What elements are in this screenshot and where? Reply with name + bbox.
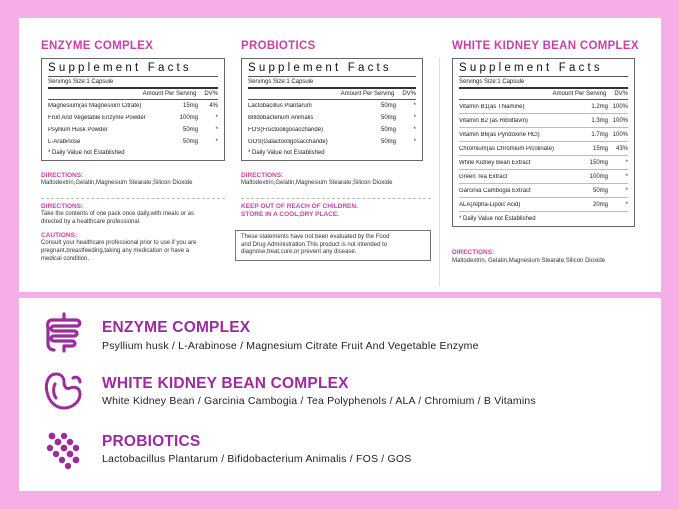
divider [241,198,431,199]
facts-row: Fruit And Vegetable Enzyme Powder 100mg * [48,115,218,121]
facts-header: Amount Per Serving DV% [459,89,628,100]
facts-row: Psyllium Husk Powder 50mg * [48,127,218,133]
facts-row: Green Tea Extract 100mg * [459,170,628,184]
kidney-directions-label: DIRECTIONS: [452,249,495,256]
kidney-supplement-facts [452,58,635,227]
warning-line: STORE IN A COOL,DRY PLACE. [241,211,339,218]
facts-title: Supplement Facts [459,62,628,77]
feature-description: Lactobacillus Plantarum / Bifidobacterium Animalis / FOS / GOS [102,453,412,465]
cautions-line: Consult your healthcare professional prior to use if you are [41,240,197,246]
serving-size: Servings Size:1 Capsule [459,79,628,89]
facts-title: Supplement Facts [248,62,416,77]
facts-row: White Kidney Bean Extract 150mg * [459,156,628,170]
facts-row: Garcinia Cambogia Extract 50mg * [459,184,628,198]
probiotics-directions-text: Maltodextrin,Gelatin,Magnesium Stearate,Silicon Dioxide [241,180,393,186]
cautions-label: CAUTIONS: [41,232,78,239]
facts-row: Magnesium(as Magnesium Citrate) 15mg 4% [48,103,218,109]
facts-footnote: * Daily Value not Established [459,216,536,222]
feature-description: White Kidney Bean / Garcinia Cambogia / Tea Polyphenols / ALA / Chromium / B Vitamins [102,395,536,407]
feature-title: PROBIOTICS [102,433,201,450]
probiotics-directions-label: DIRECTIONS: [241,172,284,179]
enzyme-directions-label: DIRECTIONS: [41,172,84,179]
enzyme-supplement-facts [41,58,225,161]
statement-line: diagnose,treat,cure,or prevent any disease. [241,249,357,255]
facts-row: Vitamin B2 (as Riboflavin) 1.3mg 100% [459,114,628,128]
feature-title: ENZYME COMPLEX [102,319,251,336]
facts-row: Chromium(as Chromium Picolinate) 15mg 43% [459,142,628,156]
usage-directions-label: DIRECTIONS: [41,203,84,210]
facts-footnote: * Daily Value not Established [248,150,325,156]
facts-row: Vitamin B1(as Thiamine) 1.2mg 100% [459,100,628,114]
bacteria-icon [42,428,86,472]
feature-description: Psyllium husk / L-Arabinose / Magnesium Citrate Fruit And Vegetable Enzyme [102,340,479,352]
probiotics-title: PROBIOTICS [241,40,316,52]
facts-row: GOS(Galactooligosaccharide) 50mg * [248,139,416,145]
facts-row: ALA(Alpha-Lipoic Acid) 20mg * [459,198,628,212]
column-divider [439,58,440,286]
statement-line: and Drug Administration.This product is not intended to [241,241,388,248]
serving-size: Servings Size:1 Capsule [248,79,416,89]
facts-row: Bifidobacterium Animalis 50mg * [248,115,416,121]
kidney-directions-text: Maltodextrin, Gelatin,Magnesium Stearate,Silicon Dioxide [452,258,606,264]
ingredients-highlight-panel [19,298,661,491]
intestine-icon [42,310,86,354]
warning-line: KEEP OUT OF REACH OF CHILDREN. [241,203,358,210]
cautions-line: medical condition. [41,256,90,262]
kidney-bean-icon [42,368,86,412]
facts-row: Lactobacillus Plantarum 50mg * [248,103,416,109]
usage-directions-line: Take the contents of one pack once daily,with meals or as [41,211,194,217]
kidney-bean-complex-title: WHITE KIDNEY BEAN COMPLEX [452,40,639,52]
facts-row: L-Arabinose 50mg * [48,139,218,145]
enzyme-complex-title: ENZYME COMPLEX [41,40,154,52]
cautions-line: pregnant,breastfeeding,taking any medication or have a [41,248,190,254]
facts-row: FOS(Fructooligosaccharide) 50mg * [248,127,416,133]
facts-row: Vitamin B6(as Pyridoxine HCl) 1.7mg 100% [459,128,628,142]
enzyme-directions-text: Maltodextrin,Gelatin,Magnesium Stearate,Silicon Dioxide [41,180,193,186]
fda-statement [235,230,431,261]
statement-line: These statements have not been evaluated by the Food [241,234,390,240]
facts-header: Amount Per Serving DV% [248,89,416,100]
divider [41,198,225,199]
facts-footnote: * Daily Value not Established [48,150,125,156]
probiotics-supplement-facts [241,58,423,161]
serving-size: Servings Size:1 Capsule [48,79,218,89]
supplement-facts-panel [19,18,661,292]
facts-title: Supplement Facts [48,62,218,77]
feature-title: WHITE KIDNEY BEAN COMPLEX [102,375,349,392]
facts-header: Amount Per Serving DV% [48,89,218,100]
usage-directions-line: directed by a healthcare professional. [41,219,141,225]
